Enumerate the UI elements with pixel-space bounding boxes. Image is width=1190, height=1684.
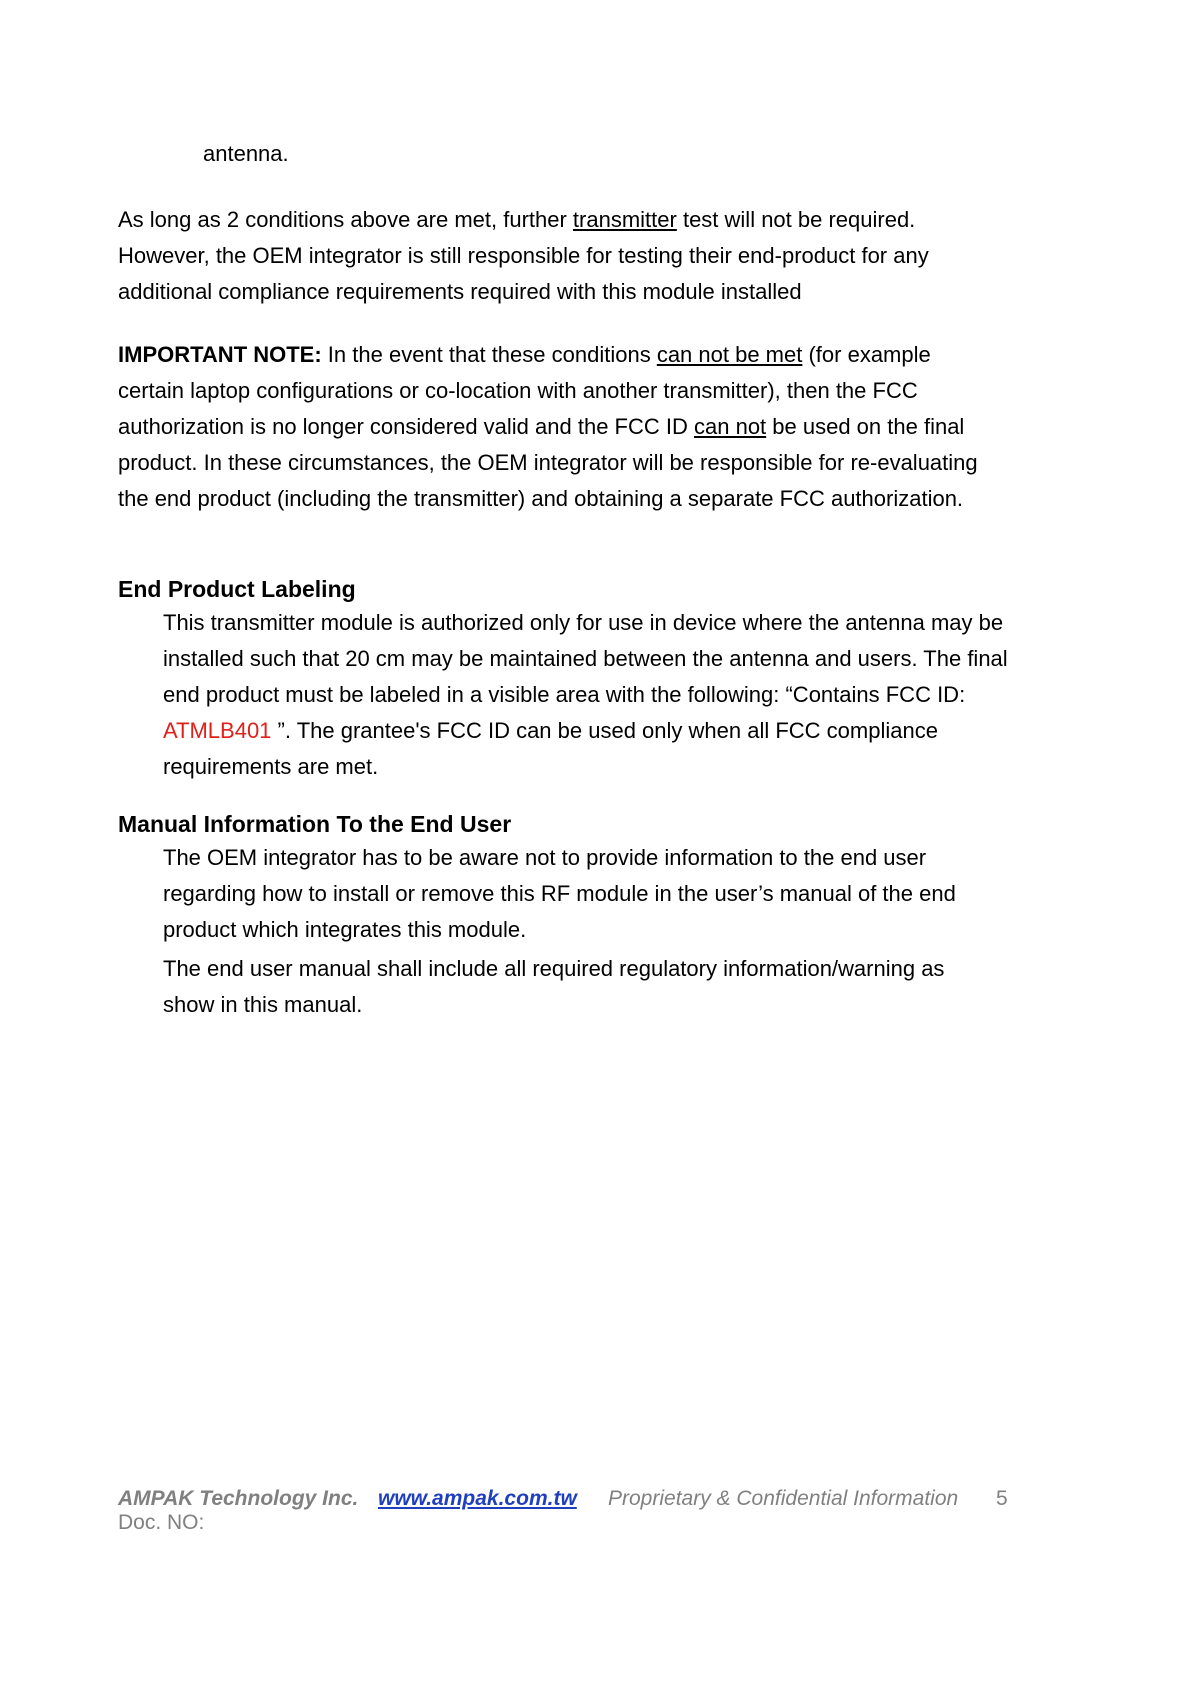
section1-text-1: This transmitter module is authorized only for use in device where the antenna may be installed such that 20 cm may be maintained between the antenna and users. The final end product must be labeled in a visible area with the following: “Contains FCC ID: <box>163 610 1008 707</box>
paragraph-manual-information-b: The end user manual shall include all required regulatory information/warning as show in this manual. <box>163 956 945 1017</box>
para1-text-2: test will not be required. However, the OEM integrator is still responsible for testing their end-product for any additional compliance requirements required with this module installed <box>118 207 929 304</box>
antenna-line: antenna. <box>203 141 289 166</box>
para1-text-1: As long as 2 conditions above are met, further <box>118 207 573 232</box>
para2-underlined-1: can not be met <box>656 342 803 367</box>
fcc-id: ATMLB401 <box>163 718 272 743</box>
para2-underlined-2: can not <box>694 414 767 439</box>
footer-confidential: Proprietary & Confidential Information <box>608 1487 959 1510</box>
paragraph-conditions <box>118 202 978 310</box>
footer-website-link[interactable]: www.ampak.com.tw <box>378 1487 577 1510</box>
paragraph-manual-information-a: The OEM integrator has to be aware not to provide information to the end user regarding how to install or remove this RF module in the user’s manual of the end product which integrates this module. <box>163 845 956 942</box>
footer-doc-no: Doc. NO: <box>118 1511 205 1534</box>
footer-page-number: 5 <box>996 1487 1008 1510</box>
heading-manual-information: Manual Information To the End User <box>118 811 512 837</box>
footer-company: AMPAK Technology Inc. <box>118 1487 359 1510</box>
paragraph-important-note <box>118 337 998 517</box>
para2-text-3: be used on the final product. In these circumstances, the OEM integrator will be responsible for re-evaluating the end product (including the transmitter) and obtaining a separate FCC authorization. <box>118 414 978 511</box>
para2-text-1: In the event that these conditions <box>321 342 657 367</box>
heading-end-product-labeling: End Product Labeling <box>118 576 356 602</box>
section1-text-2: ”. The grantee's FCC ID can be used only when all FCC compliance requirements are met. <box>163 718 938 779</box>
paragraph-end-product-labeling <box>163 605 1013 785</box>
para1-underlined: transmitter <box>572 207 677 232</box>
para2-text-2: (for example certain laptop configurations or co-location with another transmitter), then the FCC authorization is no longer considered valid and the FCC ID <box>118 342 931 439</box>
important-note-label: IMPORTANT NOTE: <box>118 342 322 367</box>
